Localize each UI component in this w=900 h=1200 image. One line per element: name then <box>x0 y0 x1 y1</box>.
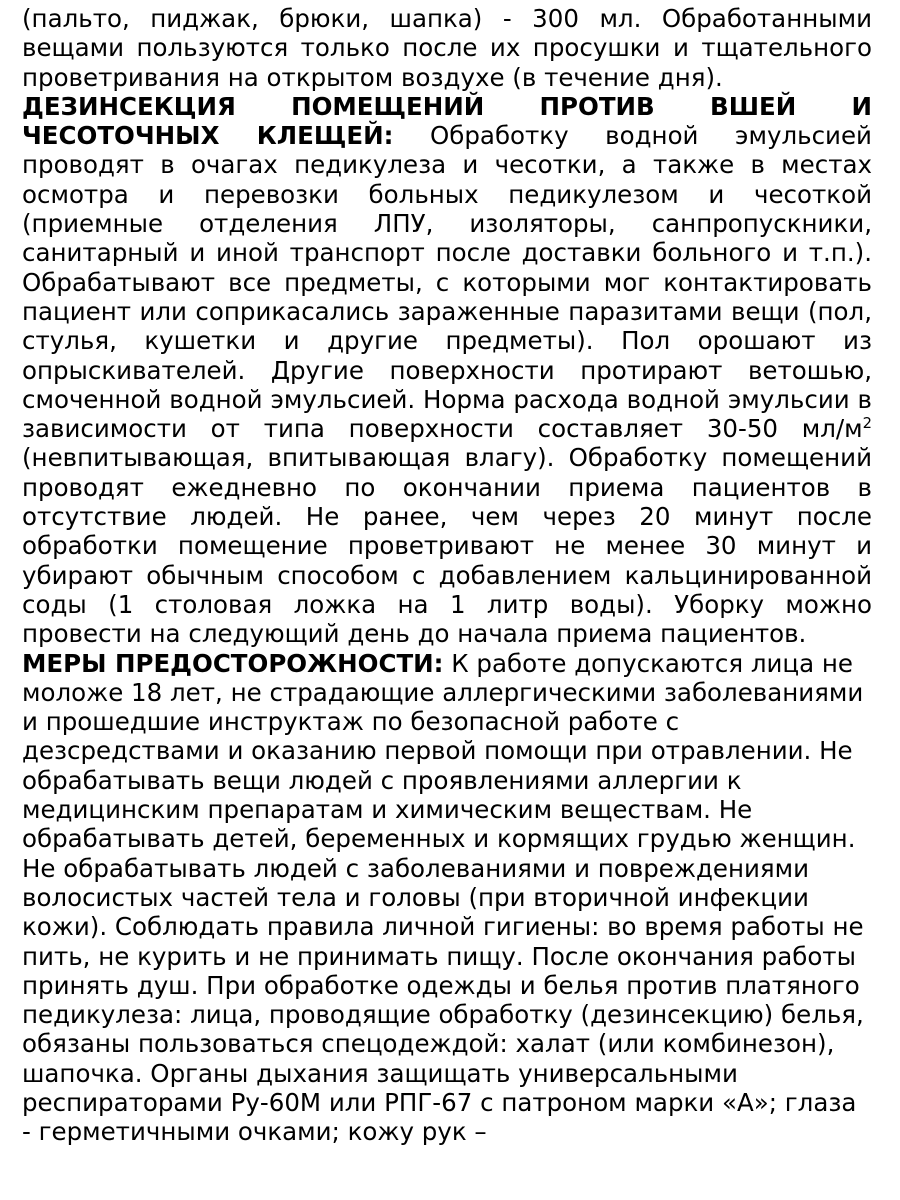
precautions-paragraph <box>22 649 872 1147</box>
disinsection-paragraph <box>22 92 872 649</box>
document-page <box>22 4 872 1147</box>
precautions-heading: МЕРЫ ПРЕДОСТОРОЖНОСТИ: <box>22 648 444 678</box>
disinsection-text-part1: Обработку водной эмульсией проводят в очагах педикулеза и чесотки, а также в местах осмотра и перевозки больных педикулезом и чесоткой (приемные отделения ЛПУ, изоляторы, санпропускники, санитарный и иной транспорт после доставки больного и т.п.). Обрабатывают все предметы, с которыми мог контактировать пациент или соприкасались зараженные паразитами вещи (пол, стулья, кушетки и другие предметы). Пол орошают из опрыскивателей. Другие поверхности протирают ветошью, смоченной водной эмульсией. Норма расхода водной эмульсии в зависимости от типа поверхности составляет 30-50 мл/м <box>22 121 872 444</box>
square-meter-superscript: 2 <box>862 415 872 432</box>
precautions-text: К работе допускаются лица не моложе 18 лет, не страдающие аллергическими заболеваниями и прошедшие инструктаж по безопасной работе с дезсредствами и оказанию первой помощи при отравлении. Не обрабатывать вещи людей с проявлениями аллергии к медицинским препаратам и химическим веществам. Не обрабатывать детей, беременных и кормящих грудью женщин. Не обрабатывать людей с заболеваниями и повреждениями волосистых частей тела и головы (при вторичной инфекции кожи). Соблюдать правила личной гигиены: во время работы не пить, не курить и не принимать пищу. После окончания работы принять душ. При обработке одежды и белья против платяного педикулеза: лица, проводящие обработку (дезинсекцию) белья, обязаны пользоваться спецодеждой: халат (или комбинезон), шапочка. Органы дыхания защищать универсальными респираторами Ру-60М или РПГ-67 с патроном марки «А»; глаза - герметичными очками; кожу рук – <box>22 648 864 1147</box>
disinsection-heading: ДЕЗИНСЕКЦИЯ ПОМЕЩЕНИЙ ПРОТИВ ВШЕЙ И ЧЕСОТОЧНЫХ КЛЕЩЕЙ: <box>22 91 872 151</box>
intro-paragraph <box>22 4 872 92</box>
intro-text: (пальто, пиджак, брюки, шапка) - 300 мл. Обработанными вещами пользуются только после их просушки и тщательного проветривания на открытом воздухе (в течение дня). <box>22 4 872 92</box>
disinsection-text-part2: (невпитывающая, впитывающая влагу). Обработку помещений проводят ежедневно по окончании приема пациентов в отсутствие людей. Не ранее, чем через 20 минут после обработки помещение проветривают не менее 30 минут и убирают обычным способом с добавлением кальцинированной соды (1 столовая ложка на 1 литр воды). Уборку можно провести на следующий день до начала приема пациентов. <box>22 443 872 649</box>
